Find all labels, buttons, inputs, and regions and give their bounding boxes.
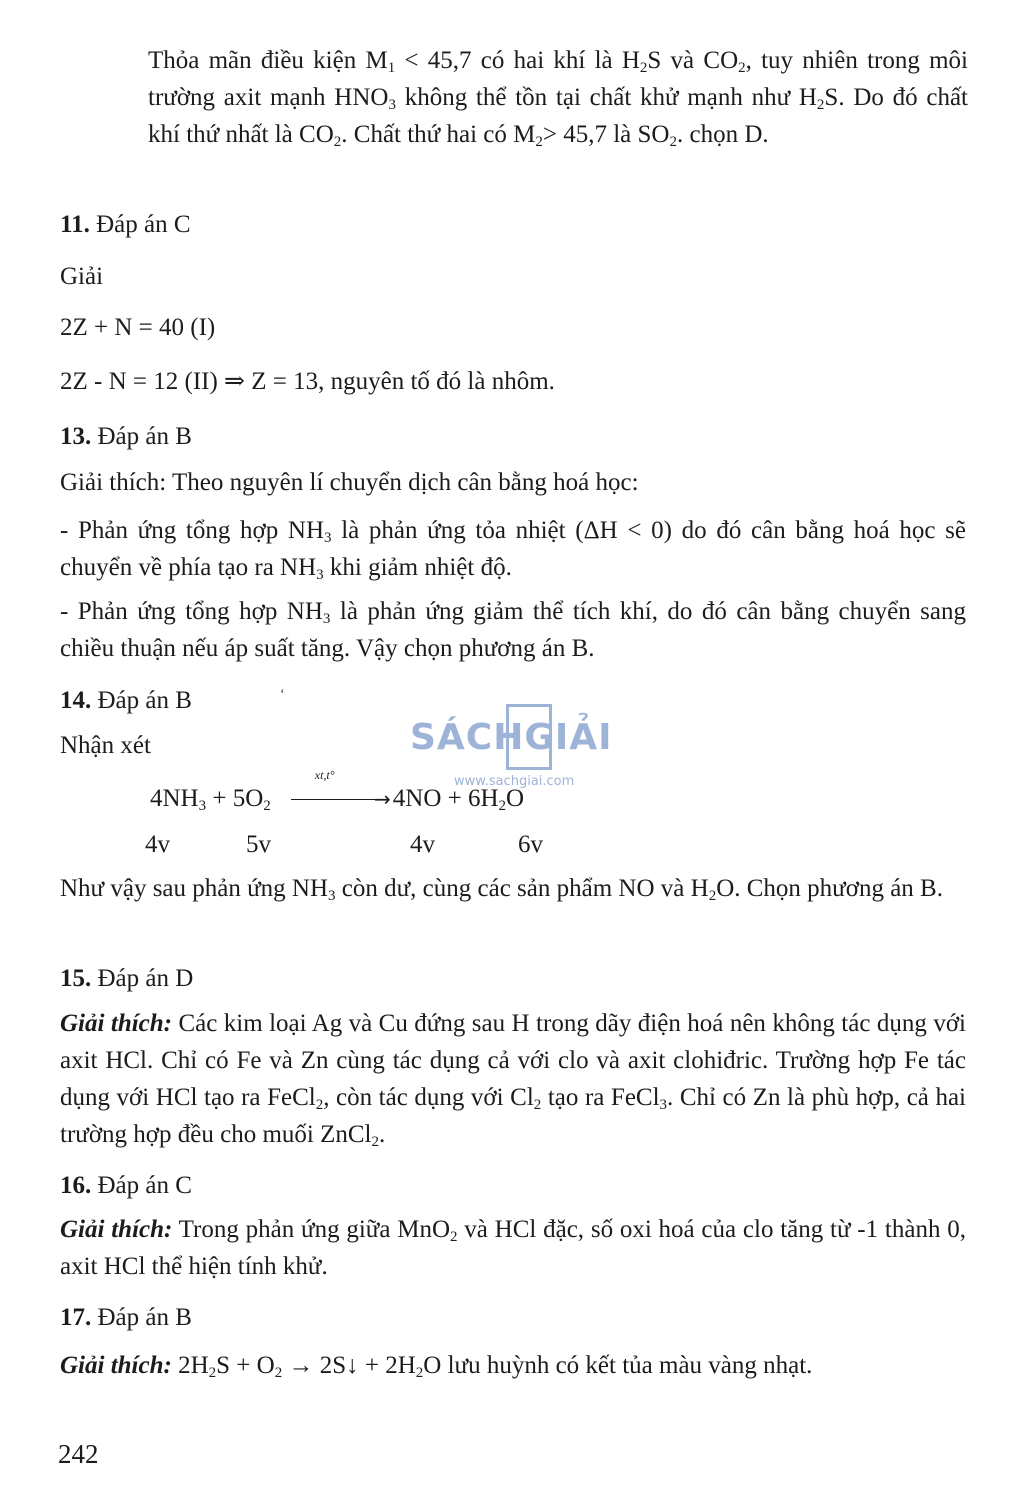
q11-equation-1: 2Z + N = 40 (I) <box>60 314 216 341</box>
q13-heading <box>60 418 966 455</box>
q17-explanation: Giải thích: $2H_2S + O_2$ → 2S↓ + $2H_2O$ lưu huỳnh có kết tủa màu vàng nhạt. <box>60 1352 813 1381</box>
q13-intro: Giải thích: Theo nguyên lí chuyển dịch cân bằng hoá học: <box>60 469 639 496</box>
reaction-condition: xt,t° <box>314 768 335 783</box>
watermark-url: www.sachgiai.com <box>454 774 575 789</box>
q17-heading <box>60 1299 966 1336</box>
reaction-arrow-icon: xt,t° → <box>291 790 391 810</box>
q15-number: 15. <box>60 965 92 992</box>
q14-answer: Đáp án B <box>91 687 192 714</box>
stray-mark: ‘ <box>280 687 285 702</box>
page-number: 242 <box>58 1439 99 1469</box>
q15-label: Giải thích: <box>60 1010 173 1037</box>
q11-number: 11. <box>60 211 90 238</box>
q14-conclusion: Như vậy sau phản ứng $NH_3$ còn dư, cùng các sản phẩm NO và $H_2O$. Chọn phương án B. <box>60 875 943 904</box>
q16-explanation: Giải thích: Trong phản ứng giữa MnO$_2$ và HCl đặc, số oxi hoá của clo tăng từ -1 thành 0, axit HCl thể hiện tính khử. <box>60 1216 966 1280</box>
q11-giai-label: Giải <box>60 263 104 290</box>
q15-explanation: Giải thích: Các kim loại Ag và Cu đứng sau H trong dãy điện hoá nên không tác dụng với axit HCl. Chỉ có Fe và Zn cùng tác dụng cả với clo và axit clohiđric. Trường hợp Fe tác dụng với HCl tạo ra FeCl$_2$, còn tác dụng với $Cl_2$ tạo ra FeCl$_3$. Chỉ có Zn là phù hợp, cả hai trường hợp đều cho muối ZnCl$_2$. <box>60 1010 966 1150</box>
q15-answer: Đáp án D <box>91 965 194 992</box>
q16-answer: Đáp án C <box>91 1172 192 1199</box>
q17-number: 17. <box>60 1304 92 1331</box>
q17-answer: Đáp án B <box>91 1304 192 1331</box>
volume-h2o: 6v <box>518 831 543 858</box>
volume-nh3: 4v <box>145 831 170 858</box>
q14-number: 14. <box>60 687 92 714</box>
q14-reaction-equation: $4NH_3 + 5O_2$ xt,t° → $4NO + 6H_2O$ <box>150 768 525 814</box>
q14-volume-row <box>60 826 660 863</box>
volume-no: 4v <box>410 831 435 858</box>
volume-o2: 5v <box>246 831 271 858</box>
watermark-logo <box>410 700 620 790</box>
q13-answer: Đáp án B <box>91 423 192 450</box>
q11-equation-2: 2Z - N = 12 (II) ⇒ Z = 13, nguyên tố đó là nhôm. <box>60 368 555 395</box>
q13-number: 13. <box>60 423 92 450</box>
q14-nhan-xet: Nhận xét <box>60 732 151 759</box>
watermark-brand: SÁCHGIẢI <box>410 717 613 758</box>
q15-heading <box>60 960 966 997</box>
q11-heading <box>60 206 966 243</box>
intro-paragraph: Thỏa mãn điều kiện $M_1 < 45,7$ có hai khí là $H_2S$ và $CO_2$, tuy nhiên trong môi trường axit mạnh $HNO_3$ không thể tồn tại chất khử mạnh như $H_2S$. Do đó chất khí thứ nhất là $CO_2$. Chất thứ hai có $M_2> 45,7$ là $SO_2$. chọn D. <box>148 47 968 150</box>
q17-label: Giải thích: <box>60 1352 172 1379</box>
q13-bullet-2: - Phản ứng tổng hợp $NH_3$ là phản ứng giảm thể tích khí, do đó cân bằng chuyển sang chiều thuận nếu áp suất tăng. Vậy chọn phương án B. <box>60 598 966 662</box>
q13-bullet-1: - Phản ứng tổng hợp $NH_3$ là phản ứng tỏa nhiệt (ΔH < 0) do đó cân bằng hoá học sẽ chuyển về phía tạo ra $NH_3$ khi giảm nhiệt độ. <box>60 517 966 583</box>
q16-heading <box>60 1167 966 1204</box>
q16-label: Giải thích: <box>60 1216 173 1243</box>
q16-number: 16. <box>60 1172 92 1199</box>
q11-answer: Đáp án C <box>89 211 191 238</box>
